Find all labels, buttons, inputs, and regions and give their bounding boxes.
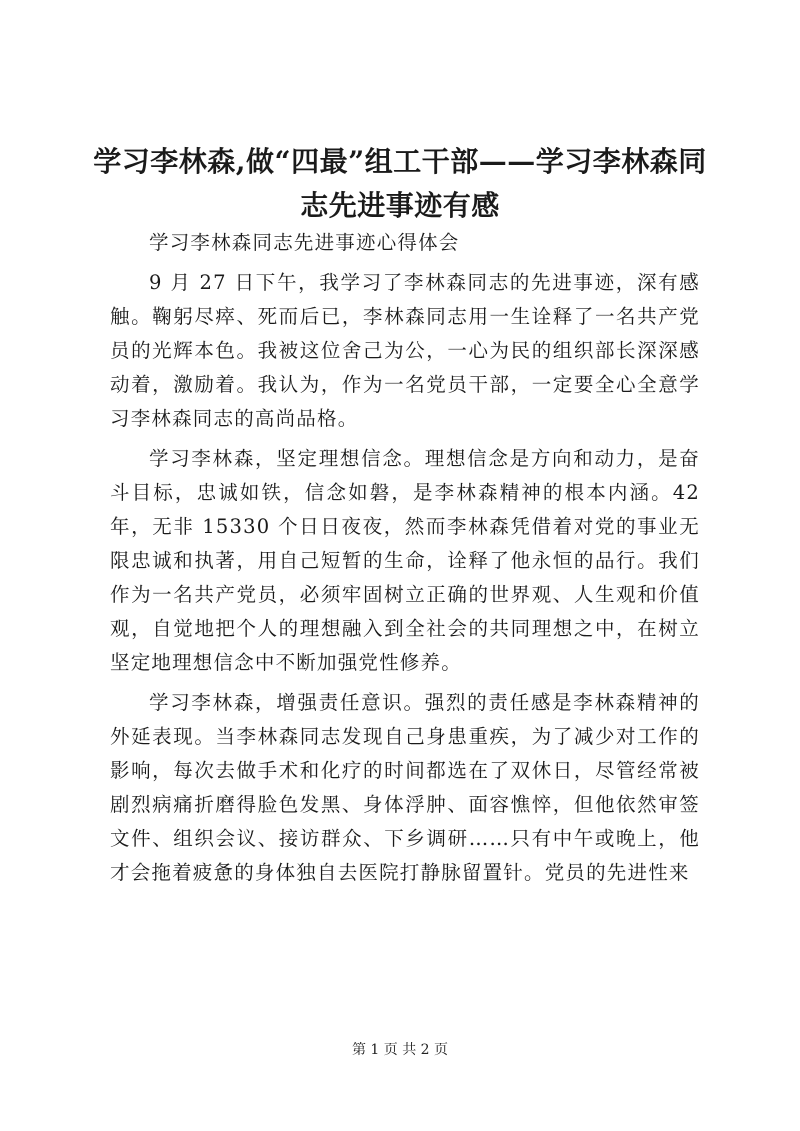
body-paragraph: 学习李林森，坚定理想信念。理想信念是方向和动力，是奋斗目标，忠诚如铁，信念如磐，是李林森精神的根本内涵。42 年，无非 15330 个日日夜夜，然而李林森凭借着对党的事业无限忠诚和执著，用自己短暂的生命，诠释了他永恒的品行。我们作为一名共产党员，必须牢固树立正确的世界观、人生观和价值观，自觉地把个人的理想融入到全社会的共同理想之中，在树立坚定地理想信念中不断加强党性修养。 <box>110 447 700 674</box>
document-body <box>110 226 700 896</box>
page-footer: 第 1 页 共 2 页 <box>351 1042 449 1058</box>
body-paragraph: 9 月 27 日下午，我学习了李林森同志的先进事迹，深有感触。鞠躬尽瘁、死而后已，李林森同志用一生诠释了一名共产党员的光辉本色。我被这位舍己为公，一心为民的组织部长深深感动着，激励着。我认为，作为一名党员干部，一定要全心全意学习李林森同志的高尚品格。 <box>110 271 700 430</box>
document-subtitle: 学习李林森同志先进事迹心得体会 <box>149 231 460 254</box>
body-paragraph: 学习李林森，增强责任意识。强烈的责任感是李林森精神的外延表现。当李林森同志发现自己身患重疾，为了减少对工作的影响，每次去做手术和化疗的时间都选在了双休日，尽管经常被剧烈病痛折磨得脸色发黑、身体浮肿、面容憔悴，但他依然审签文件、组织会议、接访群众、下乡调研……只有中午或晚上，他才会拖着疲惫的身体独自去医院打静脉留置针。党员的先进性来 <box>110 691 700 884</box>
document-title: 学习李林森,做“四最”组工干部——学习李林森同志先进事迹有感 <box>93 145 707 222</box>
